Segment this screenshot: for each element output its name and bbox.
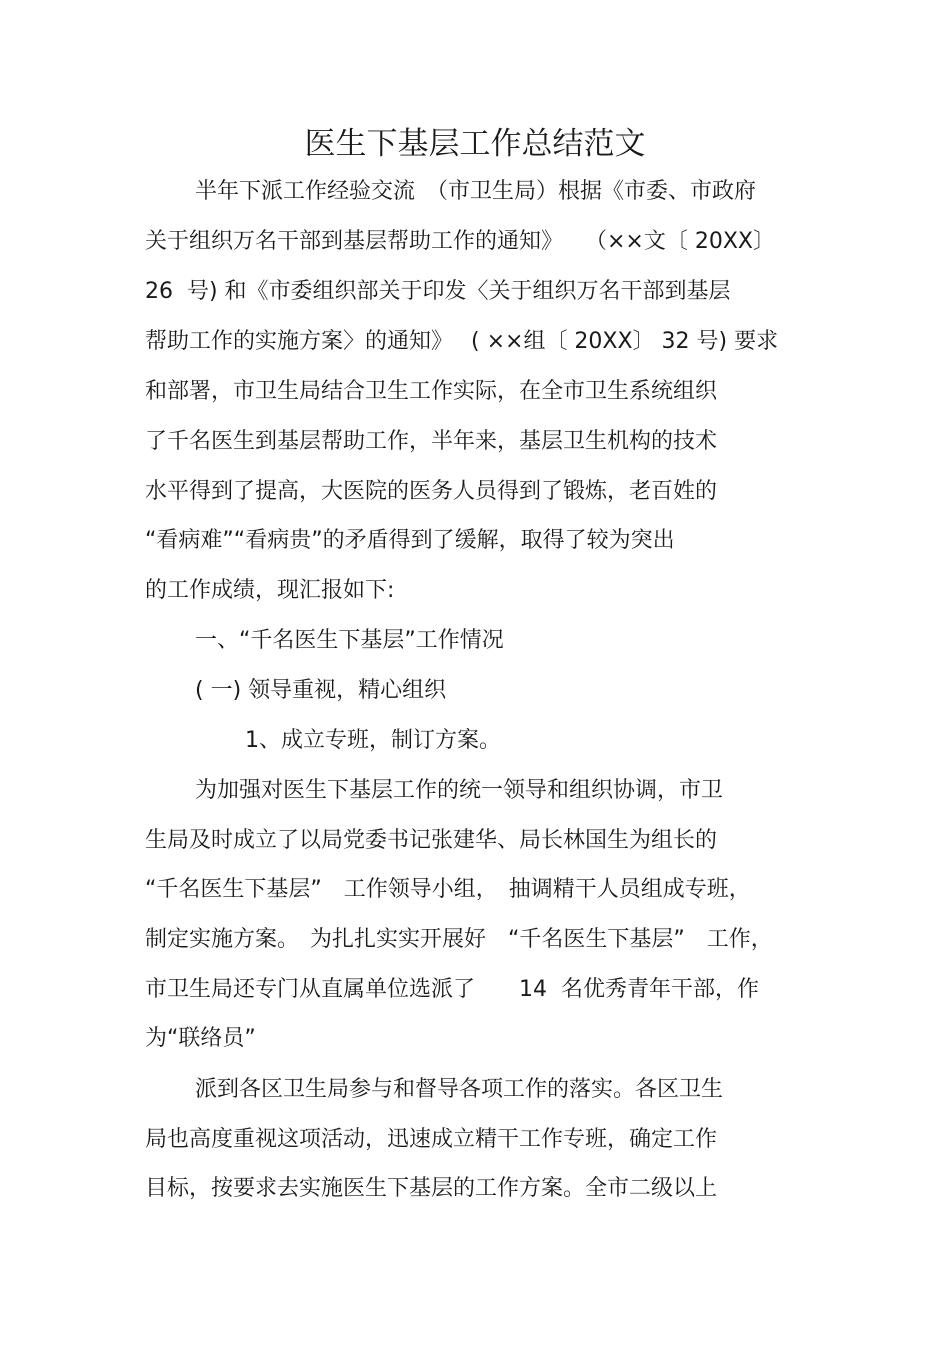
paragraph-line: 为“联络员” — [145, 1026, 256, 1051]
paragraph-line: “看病难”“看病贵”的矛盾得到了缓解，取得了较为突出 — [145, 528, 675, 553]
paragraph-line: 26 号) 和《市委组织部关于印发〈关于组织万名干部到基层 — [145, 279, 731, 304]
paragraph-line: 目标，按要求去实施医生下基层的工作方案。全市二级以上 — [145, 1176, 718, 1201]
paragraph-line: 生局及时成立了以局党委书记张建华、局长林国生为组长的 — [145, 828, 718, 853]
paragraph-line: 为加强对医生下基层工作的统一领导和组织协调，市卫 — [195, 778, 724, 803]
paragraph-line: 半年下派工作经验交流 （市卫生局）根据《市委、市政府 — [195, 179, 757, 204]
paragraph-line: 局也高度重视这项活动，迅速成立精干工作专班，确定工作 — [145, 1127, 718, 1152]
paragraph-line: 了千名医生到基层帮助工作，半年来，基层卫生机构的技术 — [145, 429, 718, 454]
paragraph-line: 制定实施方案。 为扎扎实实开展好 “千名医生下基层” 工作， — [145, 927, 773, 952]
subsection-heading: ( 一) 领导重视，精心组织 — [195, 678, 447, 703]
paragraph-line: “千名医生下基层” 工作领导小组， 抽调精干人员组成专班， — [145, 877, 751, 902]
paragraph-line: 派到各区卫生局参与和督导各项工作的落实。各区卫生 — [195, 1077, 724, 1102]
paragraph-line: 的工作成绩，现汇报如下: — [145, 578, 395, 603]
section-heading: 一、“千名医生下基层”工作情况 — [195, 628, 504, 653]
paragraph-line: 关于组织万名干部到基层帮助工作的通知》 （××文〔 20XX〕 — [145, 229, 775, 254]
paragraph-line: 和部署，市卫生局结合卫生工作实际，在全市卫生系统组织 — [145, 379, 718, 404]
document-title: 医生下基层工作总结范文 — [304, 126, 646, 162]
paragraph-line: 水平得到了提高，大医院的医务人员得到了锻炼，老百姓的 — [145, 479, 718, 504]
item-heading: 1、成立专班，制订方案。 — [245, 728, 501, 753]
paragraph-line: 帮助工作的实施方案〉的通知》 ( ××组〔 20XX〕 32 号) 要求 — [145, 329, 779, 354]
paragraph-line: 市卫生局还专门从直属单位选派了 14 名优秀青年干部，作 — [145, 977, 759, 1002]
